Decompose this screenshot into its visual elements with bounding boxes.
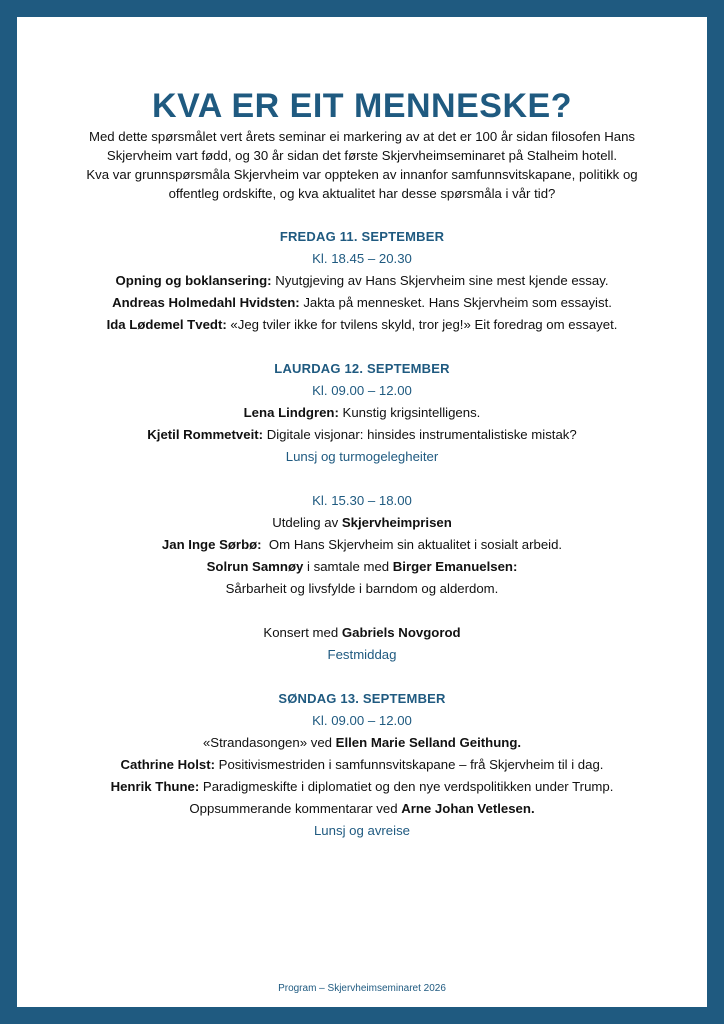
program-item: Sårbarheit og livsfylde i barndom og alderdom. [225,581,499,596]
performer-name: Gabriels Novgorod [341,625,461,640]
time-slot: Kl. 09.00 – 12.00 [312,383,412,398]
break-note: Lunsj og turmogelegheiter [285,449,439,464]
speaker-name: Henrik Thune: [110,779,200,794]
item-description: «Strandasongen» ved [202,735,336,750]
item-description: i samtale med [303,559,393,574]
program-item [17,798,707,820]
program-item [17,292,707,314]
program-schedule [17,226,707,842]
item-description: Positivismestriden i samfunnsvitskapane – frå Skjervheim til i dag. [215,757,604,772]
item-description: Konsert med [263,625,342,640]
item-description: Oppsummerande kommentarar ved [189,801,402,816]
spacer [17,336,707,358]
item-description: Nyutgjeving av Hans Skjervheim sine mest kjende essay. [271,273,609,288]
program-item [17,776,707,798]
speaker-name: Lena Lindgren: [243,405,339,420]
intro-line: offentleg ordskifte, og kva aktualitet har desse spørsmåla i vår tid? [168,186,556,201]
time-slot: Kl. 15.30 – 18.00 [312,493,412,508]
program-page [17,17,707,1007]
page-title: KVA ER EIT MENNESKE? [152,87,572,125]
intro-line: Kva var grunnspørsmåla Skjervheim var oppteken av innanfor samfunnsvitskapane, politikk og [86,167,638,182]
program-item [17,556,707,578]
spacer [17,468,707,490]
time-slot: Kl. 18.45 – 20.30 [312,251,412,266]
closing-note: Lunsj og avreise [313,823,411,838]
speaker-name: Kjetil Rommetveit: [147,427,264,442]
prize-name: Skjervheimprisen [341,515,452,530]
program-item [17,270,707,292]
spacer [17,600,707,622]
speaker-name: Arne Johan Vetlesen. [401,801,535,816]
speaker-name: Solrun Samnøy [206,559,304,574]
program-item [17,424,707,446]
speaker-name: Cathrine Holst: [120,757,216,772]
speaker-name: Ida Lødemel Tvedt: [106,317,227,332]
intro-line: Skjervheim vart fødd, og 30 år sidan det første Skjervheimseminaret på Stalheim hotell. [106,148,618,163]
item-description: Utdeling av [272,515,342,530]
item-description: Paradigmeskifte i diplomatiet og den nye verdspolitikken under Trump. [199,779,614,794]
day-heading-saturday: LAURDAG 12. SEPTEMBER [274,361,450,376]
speaker-name: Birger Emanuelsen: [392,559,518,574]
program-item [17,512,707,534]
item-description: Digitale visjonar: hinsides instrumentalistiske mistak? [263,427,577,442]
performer-name: Ellen Marie Selland Geithung. [335,735,522,750]
intro-line: Med dette spørsmålet vert årets seminar ei markering av at det er 100 år sidan filosofen Hans [88,129,636,144]
time-slot: Kl. 09.00 – 12.00 [312,713,412,728]
speaker-name: Andreas Holmedahl Hvidsten: [112,295,300,310]
item-description: Om Hans Skjervheim sin aktualitet i sosialt arbeid. [261,537,563,552]
program-item [17,622,707,644]
dinner-note: Festmiddag [327,647,397,662]
item-description: Jakta på mennesket. Hans Skjervheim som essayist. [299,295,612,310]
program-item [17,314,707,336]
day-heading-sunday: SØNDAG 13. SEPTEMBER [278,691,446,706]
program-item [17,732,707,754]
speaker-name: Jan Inge Sørbø: [161,537,262,552]
speaker-name: Opning og boklansering: [115,273,272,288]
program-item [17,754,707,776]
spacer [17,666,707,688]
program-item [17,402,707,424]
intro-text [47,127,677,203]
item-description: «Jeg tviler ikke for tvilens skyld, tror jeg!» Eit foredrag om essayet. [226,317,618,332]
day-heading-friday: FREDAG 11. SEPTEMBER [279,229,445,244]
item-description: Kunstig krigsintelligens. [338,405,481,420]
page-footer: Program – Skjervheimseminaret 2026 [278,983,446,994]
program-item [17,534,707,556]
